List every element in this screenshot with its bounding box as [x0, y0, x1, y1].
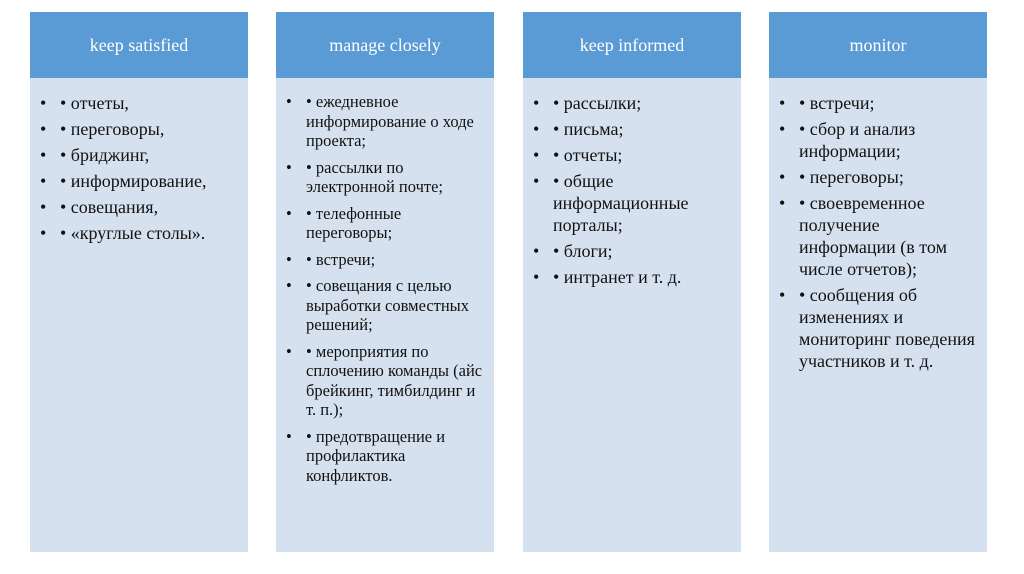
- column-header: [769, 12, 987, 78]
- list-item: • • письма;: [533, 118, 733, 140]
- list-item: • • переговоры;: [779, 166, 979, 188]
- list-item: • • блоги;: [533, 240, 733, 262]
- list-item: • • общие информационные порталы;: [533, 170, 733, 236]
- list-item: • • ежедневное информирование о ходе проекта;: [286, 92, 486, 151]
- list-item: • • встречи;: [779, 92, 979, 114]
- column-monitor: [769, 12, 987, 552]
- list-item: • • отчеты,: [40, 92, 240, 114]
- list-item: • • рассылки;: [533, 92, 733, 114]
- column-title: keep satisfied: [89, 34, 189, 55]
- column-body: [276, 78, 494, 552]
- list-item: • • отчеты;: [533, 144, 733, 166]
- column-keep-informed: [523, 12, 741, 552]
- list-item: • • информирование,: [40, 170, 240, 192]
- column-body: [523, 78, 741, 552]
- column-manage-closely: [276, 12, 494, 552]
- column-header: [276, 12, 494, 78]
- list-item: • • предотвращение и профилактика конфликтов.: [286, 427, 486, 486]
- list-item: • • своевременное получение информации (в том числе отчетов);: [779, 192, 979, 280]
- list-item: • • совещания с целью выработки совместных решений;: [286, 276, 486, 335]
- list-item: • • сообщения об изменениях и мониторинг поведения участников и т. д.: [779, 284, 979, 372]
- column-title: manage closely: [329, 34, 441, 55]
- list-item: • • «круглые столы».: [40, 222, 240, 244]
- list-item: • • интранет и т. д.: [533, 266, 733, 288]
- list-item: • • совещания,: [40, 196, 240, 218]
- list-item: • • телефонные переговоры;: [286, 204, 486, 243]
- list-item: • • встречи;: [286, 250, 486, 270]
- column-header: [523, 12, 741, 78]
- column-title: keep informed: [579, 34, 685, 55]
- list-item: • • бриджинг,: [40, 144, 240, 166]
- column-body: [30, 78, 248, 552]
- list-item: • • переговоры,: [40, 118, 240, 140]
- column-body: [769, 78, 987, 552]
- list-item: • • сбор и анализ информации;: [779, 118, 979, 162]
- column-header: [30, 12, 248, 78]
- list-item: • • мероприятия по сплочению команды (айс брейкинг, тимбилдинг и т. п.);: [286, 342, 486, 420]
- column-title: monitor: [849, 34, 907, 55]
- column-keep-satisfied: [30, 12, 248, 552]
- list-item: • • рассылки по электронной почте;: [286, 158, 486, 197]
